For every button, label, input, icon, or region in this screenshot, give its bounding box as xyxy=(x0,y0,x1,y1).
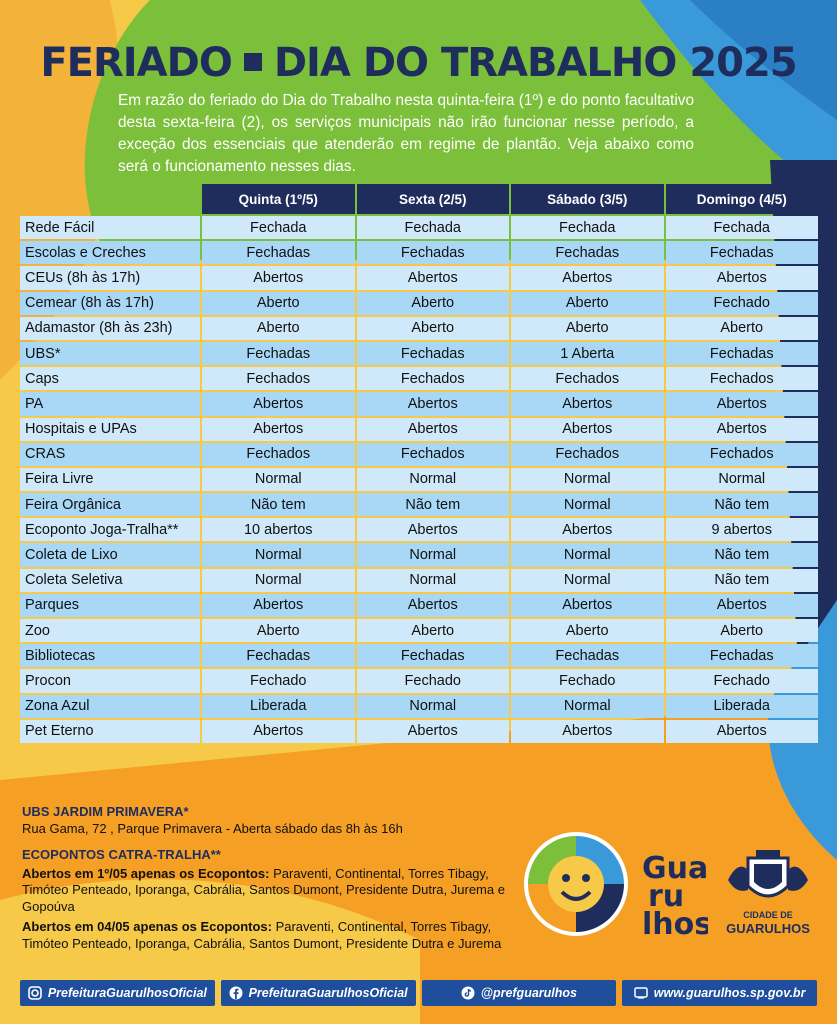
footer-instagram-text: PrefeituraGuarulhosOficial xyxy=(47,986,207,1000)
table-cell: Normal xyxy=(357,695,510,718)
table-cell: Normal xyxy=(666,468,819,491)
table-cell: 10 abertos xyxy=(202,518,355,541)
table-cell: Não tem xyxy=(666,493,819,516)
table-cell: Normal xyxy=(511,468,664,491)
table-cell: Normal xyxy=(511,493,664,516)
table-cell: Abertos xyxy=(511,518,664,541)
row-label: CRAS xyxy=(20,443,200,466)
table-cell: Abertos xyxy=(666,594,819,617)
table-cell: Abertos xyxy=(202,418,355,441)
table-cell: Fechadas xyxy=(666,342,819,365)
table-row xyxy=(20,418,818,441)
logo-mark-icon xyxy=(518,826,708,946)
table-row xyxy=(20,594,818,617)
table-row xyxy=(20,292,818,315)
table-cell: Aberto xyxy=(511,292,664,315)
table-cell: Abertos xyxy=(357,266,510,289)
table-cell: Aberto xyxy=(202,292,355,315)
table-cell: Não tem xyxy=(666,543,819,566)
table-corner xyxy=(20,184,200,214)
table-row xyxy=(20,669,818,692)
table-cell: Não tem xyxy=(202,493,355,516)
table-cell: Normal xyxy=(511,543,664,566)
footer-bar xyxy=(20,980,817,1006)
ubs-note-text: Rua Gama, 72 , Parque Primavera - Aberta sábado das 8h às 16h xyxy=(22,820,403,836)
eco1-text: Paraventi, Continental, Torres Tibagy, Timóteo Penteado, Iporanga, Cabrália, Santos Dumont, Presidente Dutra, Jurema e Gopoúva xyxy=(22,865,505,914)
table-cell: Abertos xyxy=(357,392,510,415)
table-cell: Abertos xyxy=(357,418,510,441)
table-cell: Aberto xyxy=(511,317,664,340)
table-cell: Aberto xyxy=(666,619,819,642)
logo-line2: ru xyxy=(648,879,685,914)
table-cell: Aberto xyxy=(357,619,510,642)
table-cell: Fechadas xyxy=(202,241,355,264)
table-cell: Normal xyxy=(202,569,355,592)
table-cell: Abertos xyxy=(202,720,355,743)
table-row xyxy=(20,518,818,541)
table-cell: Aberto xyxy=(357,292,510,315)
table-cell: Fechada xyxy=(511,216,664,239)
table-cell: Abertos xyxy=(511,720,664,743)
row-label: Adamastor (8h às 23h) xyxy=(20,317,200,340)
table-cell: Fechadas xyxy=(202,644,355,667)
table-cell: Fechadas xyxy=(357,644,510,667)
table-row xyxy=(20,543,818,566)
intro-text: Em razão do feriado do Dia do Trabalho nesta quinta-feira (1º) e do ponto facultativo desta sexta-feira (2), os serviços municipais não irão funcionar nesse período, a exceção dos essenciais que atenderão em regime de plantão. Veja abaixo como será o funcionamento nesses dias. xyxy=(118,92,694,175)
table-cell: Normal xyxy=(511,695,664,718)
table-cell: Fechadas xyxy=(357,241,510,264)
table-cell: Fechado xyxy=(511,669,664,692)
instagram-icon xyxy=(28,986,42,1000)
table-cell: Aberto xyxy=(357,317,510,340)
schedule-table-wrap xyxy=(18,182,820,745)
table-cell: Abertos xyxy=(511,594,664,617)
table-cell: Fechados xyxy=(357,367,510,390)
schedule-table xyxy=(18,182,820,745)
city-seal xyxy=(718,850,818,940)
footer-tiktok-link[interactable] xyxy=(422,980,617,1006)
table-row xyxy=(20,569,818,592)
table-row xyxy=(20,644,818,667)
square-divider-icon xyxy=(244,53,262,71)
row-label: UBS* xyxy=(20,342,200,365)
footer-instagram-link[interactable] xyxy=(20,980,215,1006)
table-cell: Fechada xyxy=(357,216,510,239)
table-cell: Não tem xyxy=(357,493,510,516)
table-cell: Abertos xyxy=(357,518,510,541)
table-cell: Fechados xyxy=(666,367,819,390)
footer-facebook-text: PrefeituraGuarulhosOficial xyxy=(248,986,408,1000)
row-label: Parques xyxy=(20,594,200,617)
table-cell: Abertos xyxy=(511,266,664,289)
facebook-icon xyxy=(229,986,243,1000)
header-domingo: Domingo (4/5) xyxy=(666,184,819,214)
table-cell: Normal xyxy=(202,543,355,566)
footer-facebook-link[interactable] xyxy=(221,980,416,1006)
table-cell: Fechado xyxy=(202,669,355,692)
row-label: Zoo xyxy=(20,619,200,642)
table-cell: Fechadas xyxy=(666,644,819,667)
table-body xyxy=(20,216,818,743)
table-cell: Aberto xyxy=(202,619,355,642)
header-sabado: Sábado (3/5) xyxy=(511,184,664,214)
row-label: Cemear (8h às 17h) xyxy=(20,292,200,315)
row-label: Procon xyxy=(20,669,200,692)
table-cell: Fechado xyxy=(666,292,819,315)
row-label: Caps xyxy=(20,367,200,390)
table-cell: Liberada xyxy=(666,695,819,718)
row-label: Hospitais e UPAs xyxy=(20,418,200,441)
table-cell: Abertos xyxy=(357,720,510,743)
table-cell: Normal xyxy=(511,569,664,592)
footer-website-text: www.guarulhos.sp.gov.br xyxy=(653,986,806,1000)
table-row xyxy=(20,695,818,718)
header-sexta: Sexta (2/5) xyxy=(357,184,510,214)
seal-line2: GUARULHOS xyxy=(726,921,810,936)
eco-note-title: ECOPONTOS CATRA-TRALHA** xyxy=(22,847,221,862)
table-row xyxy=(20,241,818,264)
row-label: Bibliotecas xyxy=(20,644,200,667)
table-row xyxy=(20,619,818,642)
globe-icon xyxy=(634,986,648,1000)
table-cell: Aberto xyxy=(511,619,664,642)
footer-website-link[interactable] xyxy=(622,980,817,1006)
table-cell: Aberto xyxy=(202,317,355,340)
row-label: CEUs (8h às 17h) xyxy=(20,266,200,289)
table-cell: Fechada xyxy=(666,216,819,239)
table-cell: Abertos xyxy=(666,266,819,289)
row-label: Escolas e Creches xyxy=(20,241,200,264)
table-cell: Normal xyxy=(357,543,510,566)
table-cell: Abertos xyxy=(202,594,355,617)
ubs-note-title: UBS JARDIM PRIMAVERA* xyxy=(22,804,189,819)
table-row xyxy=(20,720,818,743)
table-cell: Fechadas xyxy=(666,241,819,264)
notes xyxy=(22,804,522,962)
eco1-lead: Abertos em 1º/05 apenas os Ecopontos: xyxy=(22,865,270,881)
table-cell: Fechados xyxy=(666,443,819,466)
table-cell: Abertos xyxy=(511,392,664,415)
table-cell: Fechados xyxy=(202,443,355,466)
row-label: Pet Eterno xyxy=(20,720,200,743)
logo-line1: Gua xyxy=(642,851,708,886)
table-cell: Abertos xyxy=(511,418,664,441)
table-cell: Abertos xyxy=(202,266,355,289)
table-cell: Abertos xyxy=(666,720,819,743)
table-cell: Liberada xyxy=(202,695,355,718)
table-cell: 9 abertos xyxy=(666,518,819,541)
row-label: Feira Livre xyxy=(20,468,200,491)
table-row xyxy=(20,216,818,239)
table-cell: Fechada xyxy=(202,216,355,239)
table-row xyxy=(20,468,818,491)
coat-of-arms-icon xyxy=(718,850,818,910)
table-row xyxy=(20,317,818,340)
guarulhos-logo xyxy=(518,826,708,946)
header-quinta: Quinta (1º/5) xyxy=(202,184,355,214)
tiktok-icon xyxy=(461,986,475,1000)
table-cell: Não tem xyxy=(666,569,819,592)
table-cell: Aberto xyxy=(666,317,819,340)
table-cell: Fechadas xyxy=(511,644,664,667)
table-row xyxy=(20,493,818,516)
table-cell: 1 Aberta xyxy=(511,342,664,365)
table-cell: Fechados xyxy=(202,367,355,390)
table-cell: Fechados xyxy=(357,443,510,466)
table-cell: Fechadas xyxy=(357,342,510,365)
table-cell: Fechadas xyxy=(511,241,664,264)
table-cell: Abertos xyxy=(357,594,510,617)
table-cell: Fechadas xyxy=(202,342,355,365)
table-row xyxy=(20,392,818,415)
title-left: FERIADO xyxy=(40,40,232,86)
table-row xyxy=(20,342,818,365)
row-label: Rede Fácil xyxy=(20,216,200,239)
table-row xyxy=(20,367,818,390)
row-label: Feira Orgânica xyxy=(20,493,200,516)
table-cell: Abertos xyxy=(202,392,355,415)
row-label: Coleta de Lixo xyxy=(20,543,200,566)
table-cell: Fechados xyxy=(511,443,664,466)
title-right: DIA DO TRABALHO 2025 xyxy=(273,40,797,86)
footer-tiktok-text: @prefguarulhos xyxy=(480,986,577,1000)
table-cell: Normal xyxy=(357,468,510,491)
table-cell: Fechado xyxy=(666,669,819,692)
table-row xyxy=(20,443,818,466)
table-row xyxy=(20,266,818,289)
row-label: Zona Azul xyxy=(20,695,200,718)
logo-line3: lhos xyxy=(642,907,708,942)
table-cell: Abertos xyxy=(666,418,819,441)
row-label: Ecoponto Joga-Tralha** xyxy=(20,518,200,541)
table-cell: Normal xyxy=(202,468,355,491)
row-label: Coleta Seletiva xyxy=(20,569,200,592)
eco2-text: Paraventi, Continental, Torres Tibagy, Timóteo Penteado, Iporanga, Cabrália, Santos Dumont, Presidente Dutra e Jurema xyxy=(22,919,502,951)
page-title xyxy=(0,40,837,86)
row-label: PA xyxy=(20,392,200,415)
table-cell: Fechado xyxy=(357,669,510,692)
table-cell: Fechados xyxy=(511,367,664,390)
seal-line1: CIDADE DE xyxy=(743,910,793,920)
eco2-lead: Abertos em 04/05 apenas os Ecopontos: xyxy=(22,919,272,934)
table-cell: Normal xyxy=(357,569,510,592)
table-cell: Abertos xyxy=(666,392,819,415)
table-header-row xyxy=(20,184,818,214)
